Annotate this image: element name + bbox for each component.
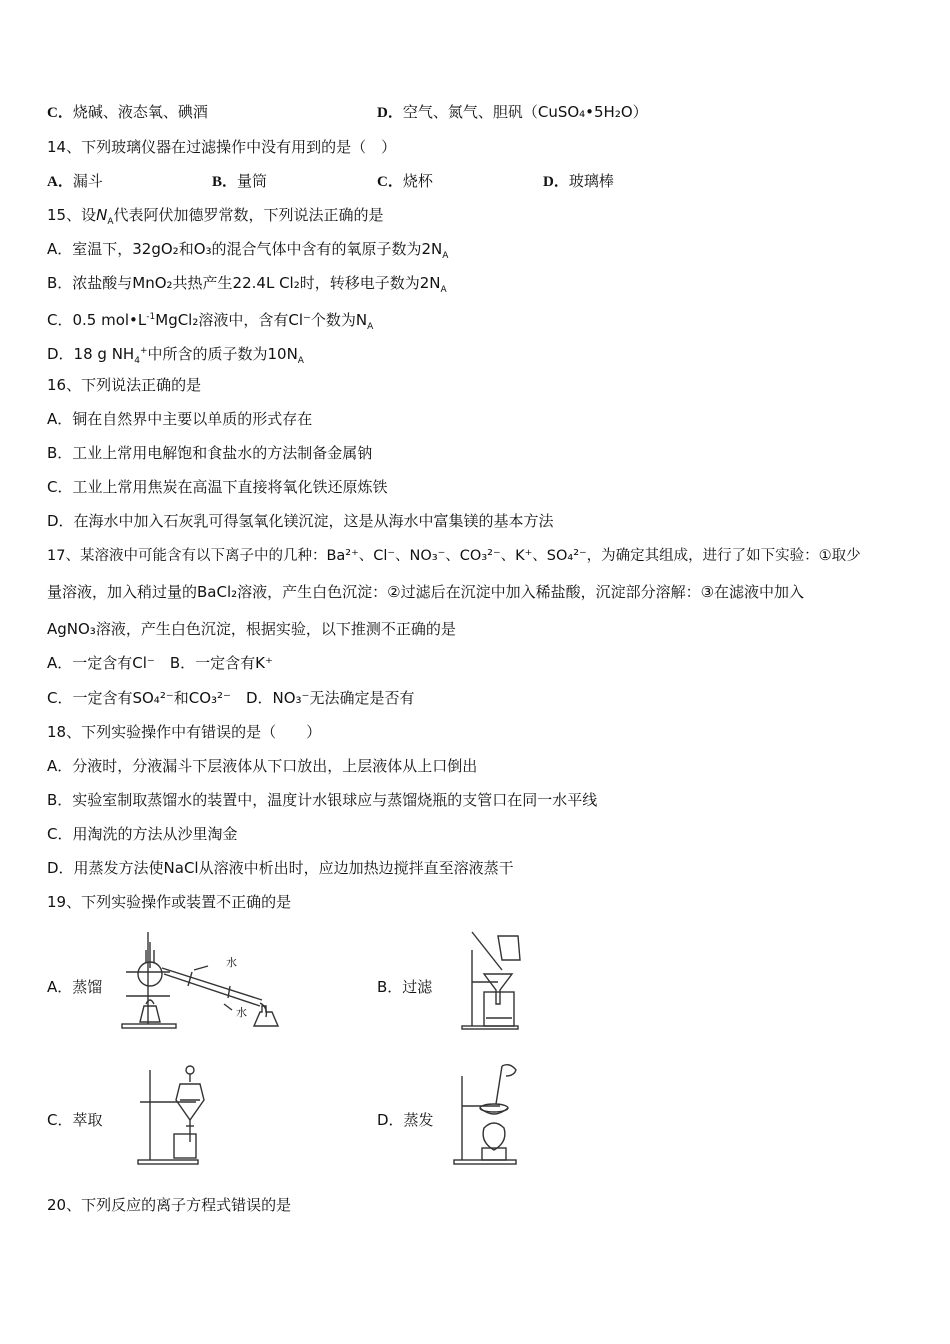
q15-stem: 15、设$N_A$代表阿伏加德罗常数，下列说法正确的是 (47, 206, 384, 227)
q17-options-cd: C．一定含有SO₄²⁻和CO₃²⁻ D．NO₃⁻无法确定是否有 (47, 689, 415, 707)
q13-option-d: D．空气、氮气、胆矾（CuSO₄•5H₂O） (377, 103, 648, 121)
q14-stem: 14、下列玻璃仪器在过滤操作中没有用到的是（ ） (47, 138, 397, 156)
q16-option-b: B．工业上常用电解饱和食盐水的方法制备金属钠 (47, 444, 373, 462)
q18-option-b: B．实验室制取蒸馏水的装置中，温度计水银球应与蒸馏烧瓶的支管口在同一水平线 (47, 791, 598, 809)
water-inlet-label: 水 (226, 956, 237, 969)
q16-option-a: A．铜在自然界中主要以单质的形式存在 (47, 410, 313, 428)
extraction-apparatus (134, 1062, 214, 1166)
q15-option-d: D．18 g $NH_4^+$中所含的质子数为$10N_A$ (47, 345, 304, 366)
q19-option-b-label: B．过滤 (377, 978, 433, 996)
water-outlet-label: 水 (236, 1006, 247, 1019)
q18-option-c: C．用淘洗的方法从沙里淘金 (47, 825, 238, 843)
q16-option-c: C．工业上常用焦炭在高温下直接将氧化铁还原炼铁 (47, 478, 388, 496)
q15-option-a: A．室温下，32gO₂和O₃的混合气体中含有的氧原子数为$2N_A$ (47, 240, 449, 261)
distillation-apparatus (112, 928, 284, 1030)
q17-options-ab: A．一定含有Cl⁻ B．一定含有K⁺ (47, 654, 273, 672)
q14-option-c: C．烧杯 (377, 172, 433, 190)
q19-stem: 19、下列实验操作或装置不正确的是 (47, 893, 292, 911)
q15-option-c: C．0.5 $mol•L^{-1}MgCl_2$溶液中，含有Cl⁻个数为$N_A$ (47, 311, 374, 332)
q19-option-c-label: C．萃取 (47, 1111, 103, 1129)
q19-option-a-label: A．蒸馏 (47, 978, 103, 996)
q17-stem-line3: AgNO₃溶液，产生白色沉淀，根据实验，以下推测不正确的是 (47, 620, 456, 638)
evaporation-apparatus (452, 1060, 528, 1166)
q20-stem: 20、下列反应的离子方程式错误的是 (47, 1196, 292, 1214)
q19-option-d-label: D．蒸发 (377, 1111, 434, 1129)
q18-option-d: D．用蒸发方法使NaCl从溶液中析出时，应边加热边搅拌直至溶液蒸干 (47, 859, 514, 877)
q18-option-a: A．分液时，分液漏斗下层液体从下口放出，上层液体从上口倒出 (47, 757, 478, 775)
q14-option-d: D．玻璃棒 (543, 172, 614, 190)
q18-stem: 18、下列实验操作中有错误的是（ ） (47, 723, 322, 741)
q17-stem-line2: 量溶液，加入稍过量的BaCl₂溶液，产生白色沉淀：②过滤后在沉淀中加入稀盐酸，沉淀部分溶解：③在滤液中加入 (47, 583, 805, 601)
q17-stem-line1: 17、某溶液中可能含有以下离子中的几种：Ba²⁺、Cl⁻、NO₃⁻、CO₃²⁻、K⁺、SO₄²⁻，为确定其组成，进行了如下实验：①取少 (47, 548, 861, 564)
q16-stem: 16、下列说法正确的是 (47, 376, 202, 394)
q15-option-b: B．浓盐酸与MnO₂共热产生22.4L Cl₂时，转移电子数为$2N_A$ (47, 274, 447, 295)
q14-option-b: B．量筒 (212, 172, 268, 190)
q13-option-c: C．烧碱、液态氧、碘酒 (47, 103, 208, 121)
q14-option-a: A．漏斗 (47, 172, 103, 190)
q16-option-d: D．在海水中加入石灰乳可得氢氧化镁沉淀，这是从海水中富集镁的基本方法 (47, 512, 554, 530)
filtration-apparatus (458, 930, 522, 1030)
